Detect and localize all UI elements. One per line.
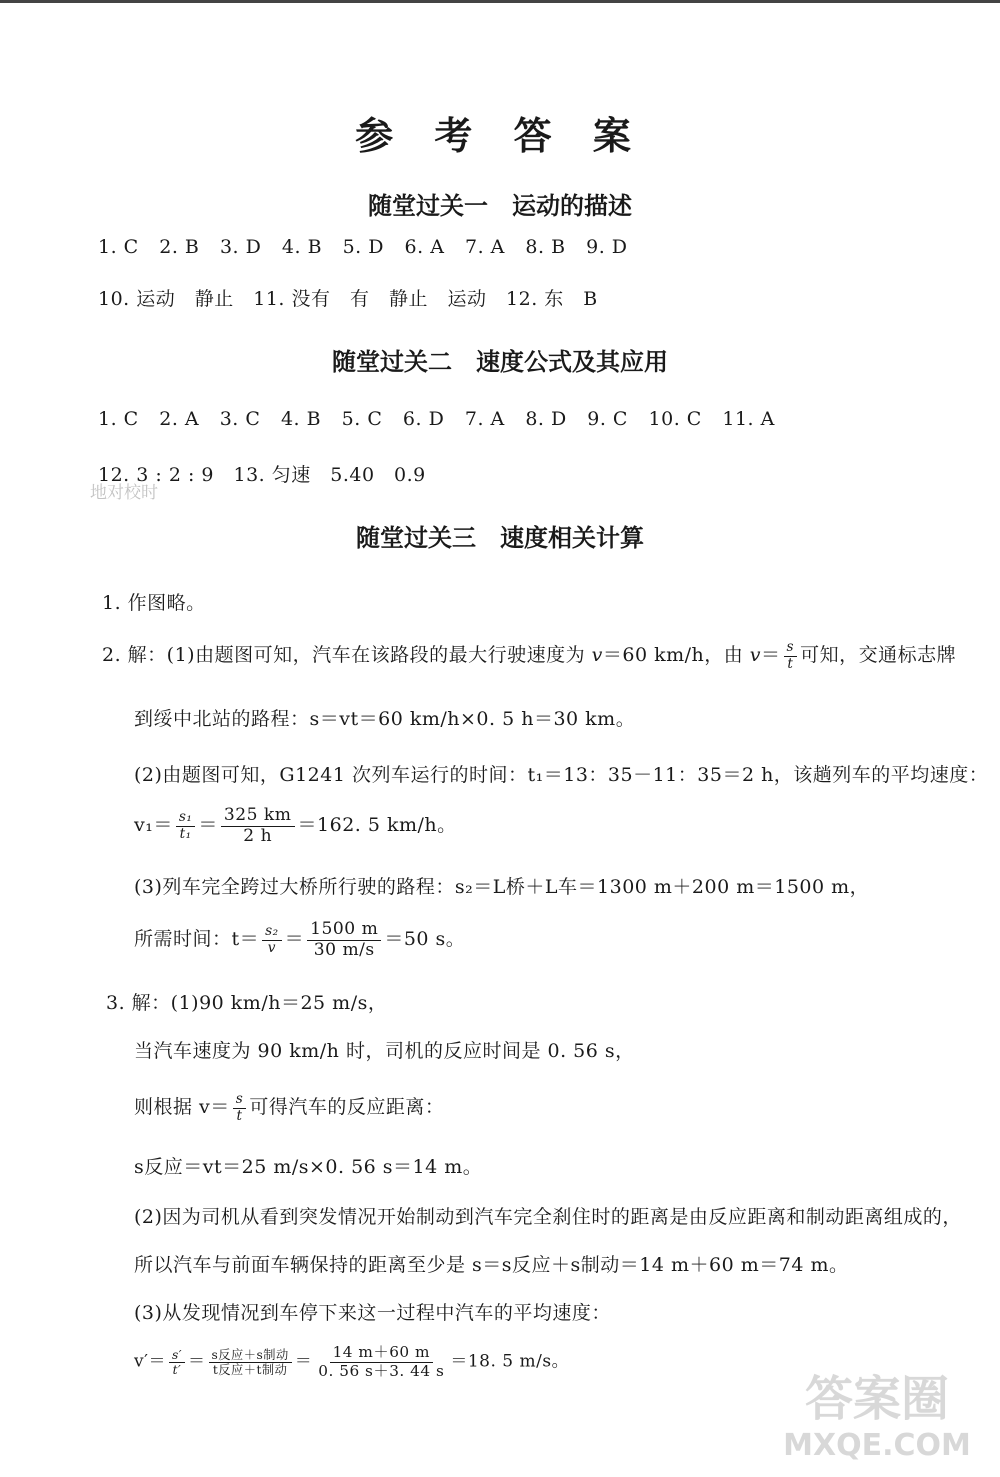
answer-q3-line-7: (3)从发现情况到车停下来这一过程中汽车的平均速度：	[134, 1302, 611, 1324]
answer-item: 8. D	[525, 408, 567, 430]
section-2-answers-row-2: 12. 3 : 2 : 9 13. 匀速 5.40 0.9	[98, 464, 426, 486]
answer-q3-line-8	[134, 1344, 569, 1380]
answer-q3-line-3	[134, 1092, 444, 1124]
answer-q2-line-2: 到绥中北站的路程：s＝vt＝60 km/h×0. 5 h＝30 km。	[134, 708, 636, 730]
text: ＝	[198, 814, 218, 837]
section-2-title-topic: 速度公式及其应用	[476, 347, 668, 376]
text: 可知，交通标志牌	[800, 644, 957, 667]
text: 可得汽车的反应距离：	[249, 1096, 445, 1119]
denominator: 30 m/s	[313, 939, 375, 960]
numerator: 1500 m	[307, 920, 381, 941]
answer-item: 2. A	[159, 408, 200, 430]
denominator: v	[267, 939, 276, 956]
var: v	[591, 644, 603, 667]
fraction	[176, 810, 196, 842]
numerator: s′	[169, 1348, 185, 1363]
answer-item: 10. C	[648, 408, 702, 430]
answer-q2-line-4	[134, 806, 457, 846]
answer-q1: 1. 作图略。	[102, 592, 206, 614]
section-3-title	[0, 518, 1000, 553]
var: v	[749, 644, 762, 667]
answer-q3-line-6: 所以汽车与前面车辆保持的距离至少是 s＝s反应＋s制动＝14 m＋60 m＝74 m。	[134, 1254, 849, 1276]
fraction	[315, 1344, 447, 1380]
overprint-smudge: 地对校时	[90, 483, 158, 503]
answer-item: 5. D	[342, 236, 384, 258]
section-3-title-topic: 速度相关计算	[500, 523, 644, 552]
answer-item: 4. B	[281, 236, 323, 258]
text: ＝60 km/h，由	[602, 644, 750, 667]
fraction	[307, 920, 381, 960]
text: ＝	[761, 644, 781, 667]
numerator: s₁	[176, 810, 196, 827]
text: ＝162. 5 km/h。	[297, 814, 457, 837]
text: ＝	[188, 1351, 206, 1372]
numerator: s	[233, 1092, 247, 1109]
section-2-title-number: 随堂过关二	[332, 347, 452, 376]
denominator: 2 h	[243, 825, 273, 846]
section-1-title-topic: 运动的描述	[512, 191, 632, 220]
numerator: s₂	[262, 924, 282, 941]
section-3-title-number: 随堂过关三	[356, 523, 476, 552]
answer-item: 7. A	[464, 408, 505, 430]
answer-item: 5. C	[341, 408, 383, 430]
answer-q2-line-3: (2)由题图可知，G1241 次列车运行的时间：t₁＝13：35－11：35＝2 h，该趟列车的平均速度：	[134, 764, 989, 786]
numerator: 14 m＋60 m	[330, 1344, 433, 1363]
answer-item: 1. C	[98, 408, 139, 430]
numerator: 325 km	[221, 806, 295, 827]
answer-q3-line-1: 3. 解：(1)90 km/h＝25 m/s，	[106, 992, 388, 1014]
answer-q3-line-2: 当汽车速度为 90 km/h 时，司机的反应时间是 0. 56 s，	[134, 1040, 635, 1062]
text: 2. 解：(1)由题图可知，汽车在该路段的最大行驶速度为	[102, 644, 592, 667]
answer-q2-line-1	[102, 640, 956, 672]
answer-item: 9. C	[587, 408, 628, 430]
text: v′＝	[134, 1351, 166, 1372]
section-1-answers-row-1	[98, 236, 642, 258]
answer-item: 6. A	[404, 236, 445, 258]
text: ＝18. 5 m/s。	[450, 1351, 570, 1372]
fraction	[233, 1092, 247, 1124]
answer-q3-line-4: s反应＝vt＝25 m/s×0. 56 s＝14 m。	[134, 1156, 483, 1178]
answer-item: 3. C	[219, 408, 261, 430]
answer-item: 8. B	[525, 236, 566, 258]
watermark-text-url: MXQE.COM	[783, 1428, 971, 1463]
section-2-answers-row-1	[98, 408, 789, 430]
answer-item: 4. B	[280, 408, 322, 430]
denominator: t	[787, 655, 794, 672]
denominator: 0. 56 s＋3. 44 s	[318, 1361, 445, 1380]
denominator: t′	[172, 1362, 182, 1377]
watermark-logo	[772, 1363, 982, 1463]
answer-item: 7. A	[464, 236, 505, 258]
top-border-rule	[0, 0, 1000, 3]
text: ＝	[284, 928, 305, 951]
numerator: s	[784, 640, 798, 657]
answer-item: 6. D	[402, 408, 445, 430]
fraction	[209, 1348, 292, 1377]
answer-q2-line-5: (3)列车完全跨过大桥所行驶的路程：s₂＝L桥＋L车＝1300 m＋200 m＝1500 m，	[134, 876, 870, 898]
page-title: 参 考 答 案	[355, 113, 645, 158]
section-2-title	[0, 342, 1000, 377]
section-1-answers-row-2: 10. 运动 静止 11. 没有 有 静止 运动 12. 东 B	[98, 288, 598, 310]
numerator: s反应＋s制动	[209, 1348, 292, 1363]
text: 则根据 v＝	[134, 1096, 230, 1119]
section-1-title-number: 随堂过关一	[368, 191, 488, 220]
denominator: t	[236, 1107, 243, 1124]
text: ＝50 s。	[384, 928, 466, 951]
answer-item: 2. B	[159, 236, 200, 258]
watermark-text-cn: 答案圈	[804, 1371, 950, 1427]
answer-item: 1. C	[98, 236, 139, 258]
fraction	[784, 640, 798, 672]
fraction	[262, 924, 282, 956]
answer-q3-line-5: (2)因为司机从看到突发情况开始制动到汽车完全刹住时的距离是由反应距离和制动距离组成的，	[134, 1206, 962, 1228]
answer-item: 3. D	[219, 236, 262, 258]
text: 所需时间：t＝	[134, 928, 260, 951]
section-1-title	[0, 186, 1000, 221]
text: v₁＝	[134, 814, 173, 837]
fraction	[169, 1348, 185, 1377]
answer-item: 11. A	[722, 408, 775, 430]
text: ＝	[294, 1351, 313, 1372]
denominator: t₁	[179, 825, 192, 842]
answer-q2-line-6	[134, 920, 465, 960]
answer-item: 9. D	[586, 236, 628, 258]
fraction	[221, 806, 295, 846]
denominator: t反应＋t制动	[212, 1362, 288, 1377]
